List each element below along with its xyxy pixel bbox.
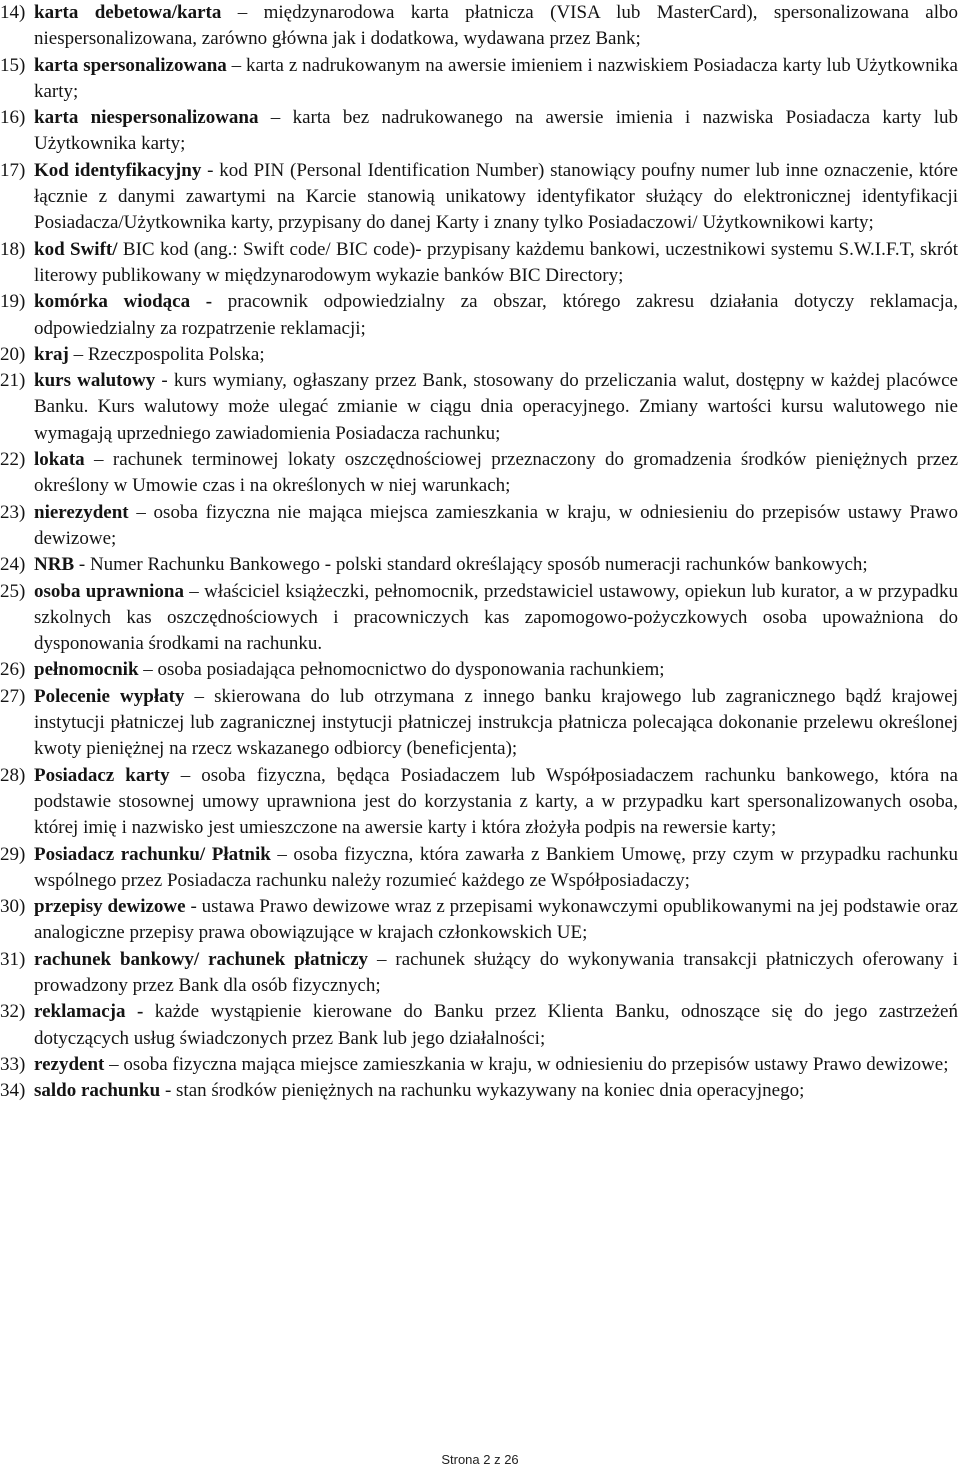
- item-number: 30): [0, 896, 26, 918]
- definition-term: komórka wiodąca -: [34, 291, 213, 313]
- item-number: 19): [0, 291, 26, 313]
- item-number: 27): [0, 685, 26, 707]
- definition-text: – osoba posiadająca pełnomocnictwo do dysponowania rachunkiem;: [138, 659, 665, 681]
- definition-term: pełnomocnik: [34, 659, 139, 681]
- definition-item: [0, 684, 960, 763]
- definition-item: [0, 894, 960, 947]
- item-number: 25): [0, 580, 26, 602]
- definition-term: reklamacja -: [34, 1001, 144, 1023]
- definition-text: każde wystąpienie kierowane do Banku przez Klienta Banku, odnoszące się do jego zastrzeżeń dotyczących usług świadczonych przez Bank lub jego działalności;: [34, 1001, 958, 1049]
- definition-text: – rachunek terminowej lokaty oszczędnościowej przeznaczony do gromadzenia środków pieniężnych przez określony w Umowie czas i na określonych w niej warunkach;: [34, 449, 958, 497]
- definition-term: rezydent: [34, 1053, 105, 1075]
- definition-term: karta niespersonalizowana: [34, 107, 259, 129]
- definition-text: – osoba fizyczna nie mająca miejsca zamieszkania w kraju, w odniesieniu do przepisów ustawy Prawo dewizowe;: [34, 501, 958, 549]
- definition-term: rachunek bankowy/ rachunek płatniczy: [34, 948, 369, 970]
- definition-term: Polecenie wypłaty: [34, 685, 185, 707]
- item-number: 21): [0, 370, 26, 392]
- item-number: 18): [0, 238, 26, 260]
- item-number: 33): [0, 1053, 26, 1075]
- definition-text: - kurs wymiany, ogłaszany przez Bank, stosowany do przeliczania walut, dostępny w każdej placówce Banku. Kurs walutowy może ulegać zmianie w ciągu dnia operacyjnego. Zmiany wartości kursu walutowego nie wymagają uprzedniego zawiadomienia Posiadacza rachunku;: [34, 370, 958, 444]
- definition-text: – karta bez nadrukowanego na awersie imienia i nazwiska Posiadacza karty lub Użytkownika karty;: [34, 107, 958, 155]
- definition-item: [0, 0, 960, 53]
- item-number: 31): [0, 948, 26, 970]
- definition-text: – międzynarodowa karta płatnicza (VISA lub MasterCard), spersonalizowana albo niespersonalizowana, zarówno główna jak i dodatkowa, wydawana przez Bank;: [34, 2, 958, 50]
- item-number: 17): [0, 159, 26, 181]
- definition-item: [0, 763, 960, 842]
- item-number: 26): [0, 659, 26, 681]
- definition-term: saldo rachunku: [34, 1080, 161, 1102]
- definition-term: kurs walutowy: [34, 370, 156, 392]
- definition-item: [0, 579, 960, 658]
- item-number: 24): [0, 554, 26, 576]
- item-number: 22): [0, 449, 26, 471]
- definition-item: [0, 368, 960, 447]
- definition-text: – osoba fizyczna, będąca Posiadaczem lub Współposiadaczem rachunku bankowego, która na podstawie stosownej umowy uprawniona jest do korzystania z karty, a w przypadku kart spersonalizowanych osoba, której imię i nazwisko jest umieszczone na awersie karty i która złożyła podpis na rewersie karty;: [34, 764, 958, 839]
- definition-item: [0, 947, 960, 1000]
- item-number: 34): [0, 1080, 26, 1102]
- item-number: 28): [0, 764, 26, 786]
- definition-text: – karta z nadrukowanym na awersie imieniem i nazwiskiem Posiadacza karty lub Użytkownika karty;: [34, 54, 958, 102]
- definition-item: [0, 447, 960, 500]
- definition-term: nierezydent: [34, 501, 129, 523]
- definition-term: kraj: [34, 343, 69, 365]
- definition-text: – osoba fizyczna, która zawarła z Bankiem Umowę, przy czym w przypadku rachunku wspólnego przez Posiadacza rachunku należy rozumieć każdego ze Współposiadaczy;: [34, 843, 958, 891]
- page-footer: [0, 1452, 960, 1467]
- definition-text: - ustawa Prawo dewizowe wraz z przepisami wykonawczymi opublikowanymi na jej podstawie oraz analogiczne przepisy prawa obowiązujące w krajach członkowskich UE;: [34, 896, 958, 944]
- definition-text: – skierowana do lub otrzymana z innego banku krajowego lub zagranicznego bądź krajowej instytucji płatniczej lub zagranicznej instytucji płatniczej instrukcja płatnicza polecająca dokonanie przelewu określonej kwoty pieniężnej na rzecz wskazanego odbiorcy (beneficjenta);: [34, 685, 959, 760]
- definition-term: karta spersonalizowana: [34, 54, 227, 76]
- definition-item: [0, 158, 960, 237]
- definition-item: [0, 342, 960, 368]
- item-number: 15): [0, 54, 26, 76]
- definition-term: lokata: [34, 449, 85, 471]
- definition-text: – właściciel książeczki, pełnomocnik, przedstawiciel ustawowy, opiekun lub kurator, a w przypadku szkolnych kas oszczędnościowych i pracowniczych kas zapomogowo-pożyczkowych osoba upoważniona do dysponowania środkami na rachunku.: [34, 580, 958, 655]
- definition-text: BIC kod (ang.: Swift code/ BIC code)- przypisany każdemu bankowi, uczestnikowi systemu S.W.I.F.T, skrót literowy publikowany w międzynarodowym wykazie banków BIC Directory;: [34, 238, 958, 286]
- definition-item: [0, 500, 960, 553]
- definition-text: – rachunek służący do wykonywania transakcji płatniczych oferowany i prowadzony przez Bank dla osób fizycznych;: [34, 948, 958, 996]
- definition-term: przepisy dewizowe: [34, 896, 186, 918]
- definition-text: - Numer Rachunku Bankowego - polski standard określający sposób numeracji rachunków bankowych;: [74, 554, 868, 576]
- definition-term: NRB: [34, 554, 75, 576]
- definition-item: [0, 105, 960, 158]
- page-number: Strona 2 z 26: [441, 1452, 519, 1467]
- definition-item: [0, 1078, 960, 1104]
- definition-term: Posiadacz karty: [34, 764, 170, 786]
- definition-term: karta debetowa/karta: [34, 2, 222, 23]
- item-number: 16): [0, 107, 26, 129]
- definition-term: kod Swift/: [34, 238, 118, 260]
- item-number: 29): [0, 843, 26, 865]
- item-number: 32): [0, 1001, 26, 1023]
- definition-text: pracownik odpowiedzialny za obszar, którego zakresu działania dotyczy reklamacja, odpowiedzialny za rozpatrzenie reklamacji;: [34, 291, 958, 339]
- definition-term: Posiadacz rachunku/ Płatnik: [34, 843, 271, 865]
- definition-text: – osoba fizyczna mająca miejsce zamieszkania w kraju, w odniesieniu do przepisów ustawy Prawo dewizowe;: [104, 1053, 949, 1075]
- item-number: 14): [0, 2, 26, 23]
- item-number: 23): [0, 501, 26, 523]
- definition-item: [0, 237, 960, 290]
- definition-item: [0, 552, 960, 578]
- definition-item: [0, 289, 960, 342]
- definition-item: [0, 999, 960, 1052]
- definition-item: [0, 657, 960, 683]
- item-number: 20): [0, 343, 26, 365]
- definition-term: Kod identyfikacyjny: [34, 159, 202, 181]
- definition-item: [0, 842, 960, 895]
- definition-text: - stan środków pieniężnych na rachunku wykazywany na koniec dnia operacyjnego;: [160, 1080, 805, 1102]
- definition-item: [0, 1052, 960, 1078]
- definition-text: - kod PIN (Personal Identification Number) stanowiący poufny numer lub inne oznaczenie, które łącznie z danymi zawartymi na Karcie stanowią unikatowy identyfikator służący do elektronicznej identyfikacji Posiadacza/Użytkownika karty, przypisany do danej Karty i znany tylko Posiadaczowi/ Użytkownikowi karty;: [34, 159, 958, 234]
- definition-item: [0, 53, 960, 106]
- definition-text: – Rzeczpospolita Polska;: [68, 343, 265, 365]
- definition-term: osoba uprawniona: [34, 580, 184, 602]
